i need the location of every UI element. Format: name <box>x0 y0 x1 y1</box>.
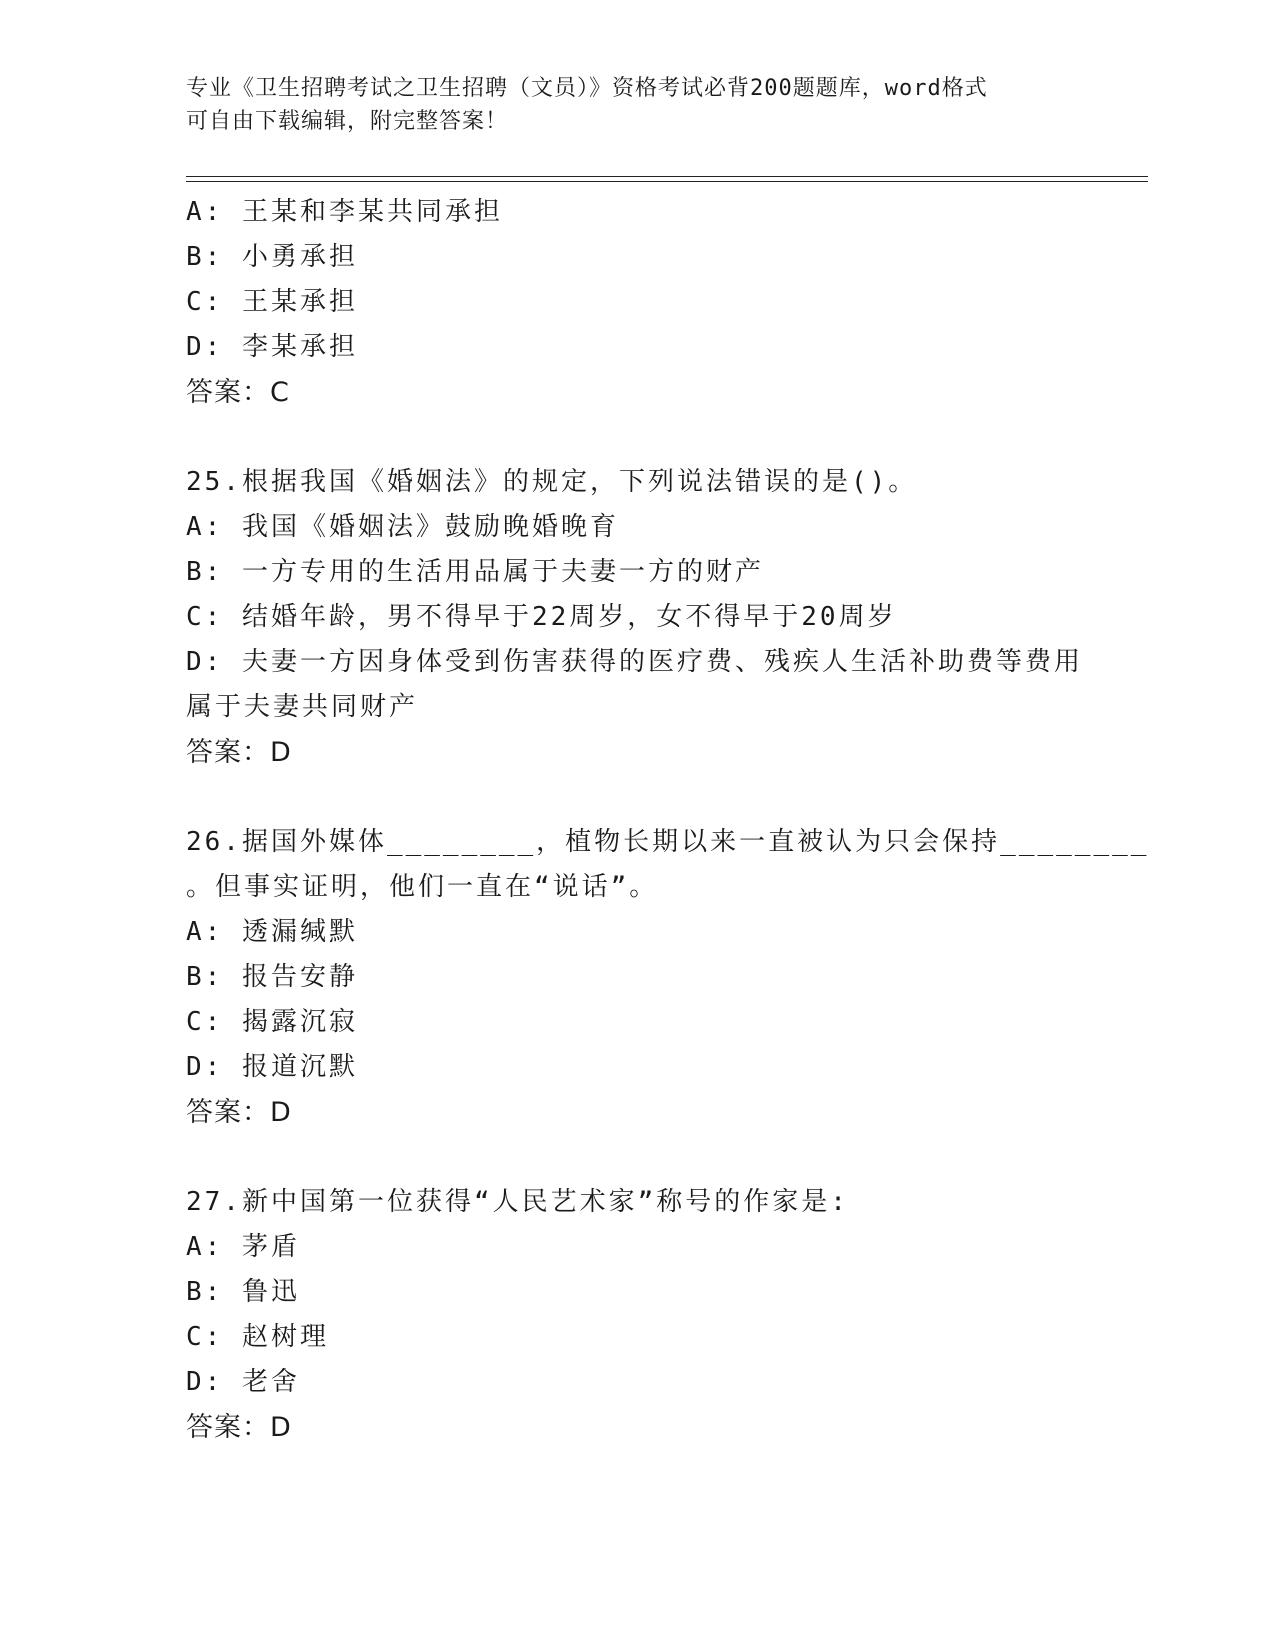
question-26 <box>186 820 1150 1135</box>
spacer <box>186 1135 1086 1180</box>
option-a: A: 王某和李某共同承担 <box>186 197 503 227</box>
spacer <box>186 415 1086 460</box>
option-c: C: 王某承担 <box>186 287 358 317</box>
header-divider-top <box>186 176 1148 177</box>
option-d: D: 夫妻一方因身体受到伤害获得的医疗费、残疾人生活补助费等费用 <box>186 647 1083 677</box>
header-divider-bottom <box>186 181 1148 182</box>
option-d: D: 李某承担 <box>186 332 358 362</box>
question-text: 26.据国外媒体________，植物长期以来一直被认为只会保持________ <box>186 827 1150 857</box>
question-25 <box>186 460 1086 775</box>
option-a: A: 透漏缄默 <box>186 917 358 947</box>
option-c: C: 结婚年龄，男不得早于22周岁，女不得早于20周岁 <box>186 602 897 632</box>
option-b: B: 报告安静 <box>186 962 358 992</box>
answer-line: 答案：D <box>186 1412 292 1443</box>
option-d: D: 报道沉默 <box>186 1052 358 1082</box>
spacer <box>186 775 1086 820</box>
question-text-continued: 。但事实证明，他们一直在“说话”。 <box>186 872 659 902</box>
header-line-2: 可自由下载编辑，附完整答案！ <box>186 109 509 134</box>
document-header <box>186 72 1086 138</box>
question-24 <box>186 190 1086 415</box>
option-b: B: 鲁迅 <box>186 1277 300 1307</box>
question-27 <box>186 1180 1086 1450</box>
question-text: 27.新中国第一位获得“人民艺术家”称号的作家是: <box>186 1187 849 1217</box>
question-text: 25.根据我国《婚姻法》的规定，下列说法错误的是()。 <box>186 467 918 497</box>
option-a: A: 我国《婚姻法》鼓励晚婚晚育 <box>186 512 619 542</box>
header-line-1: 专业《卫生招聘考试之卫生招聘（文员）》资格考试必背200题题库，word格式 <box>186 76 988 101</box>
option-d-continued: 属于夫妻共同财产 <box>186 692 419 722</box>
answer-line: 答案：D <box>186 1097 292 1128</box>
option-a: A: 茅盾 <box>186 1232 300 1262</box>
answer-line: 答案：D <box>186 737 292 768</box>
option-d: D: 老舍 <box>186 1367 300 1397</box>
answer-line: 答案：C <box>186 377 290 408</box>
question-list <box>186 190 1150 1450</box>
option-b: B: 小勇承担 <box>186 242 358 272</box>
option-b: B: 一方专用的生活用品属于夫妻一方的财产 <box>186 557 764 587</box>
option-c: C: 揭露沉寂 <box>186 1007 358 1037</box>
option-c: C: 赵树理 <box>186 1322 329 1352</box>
